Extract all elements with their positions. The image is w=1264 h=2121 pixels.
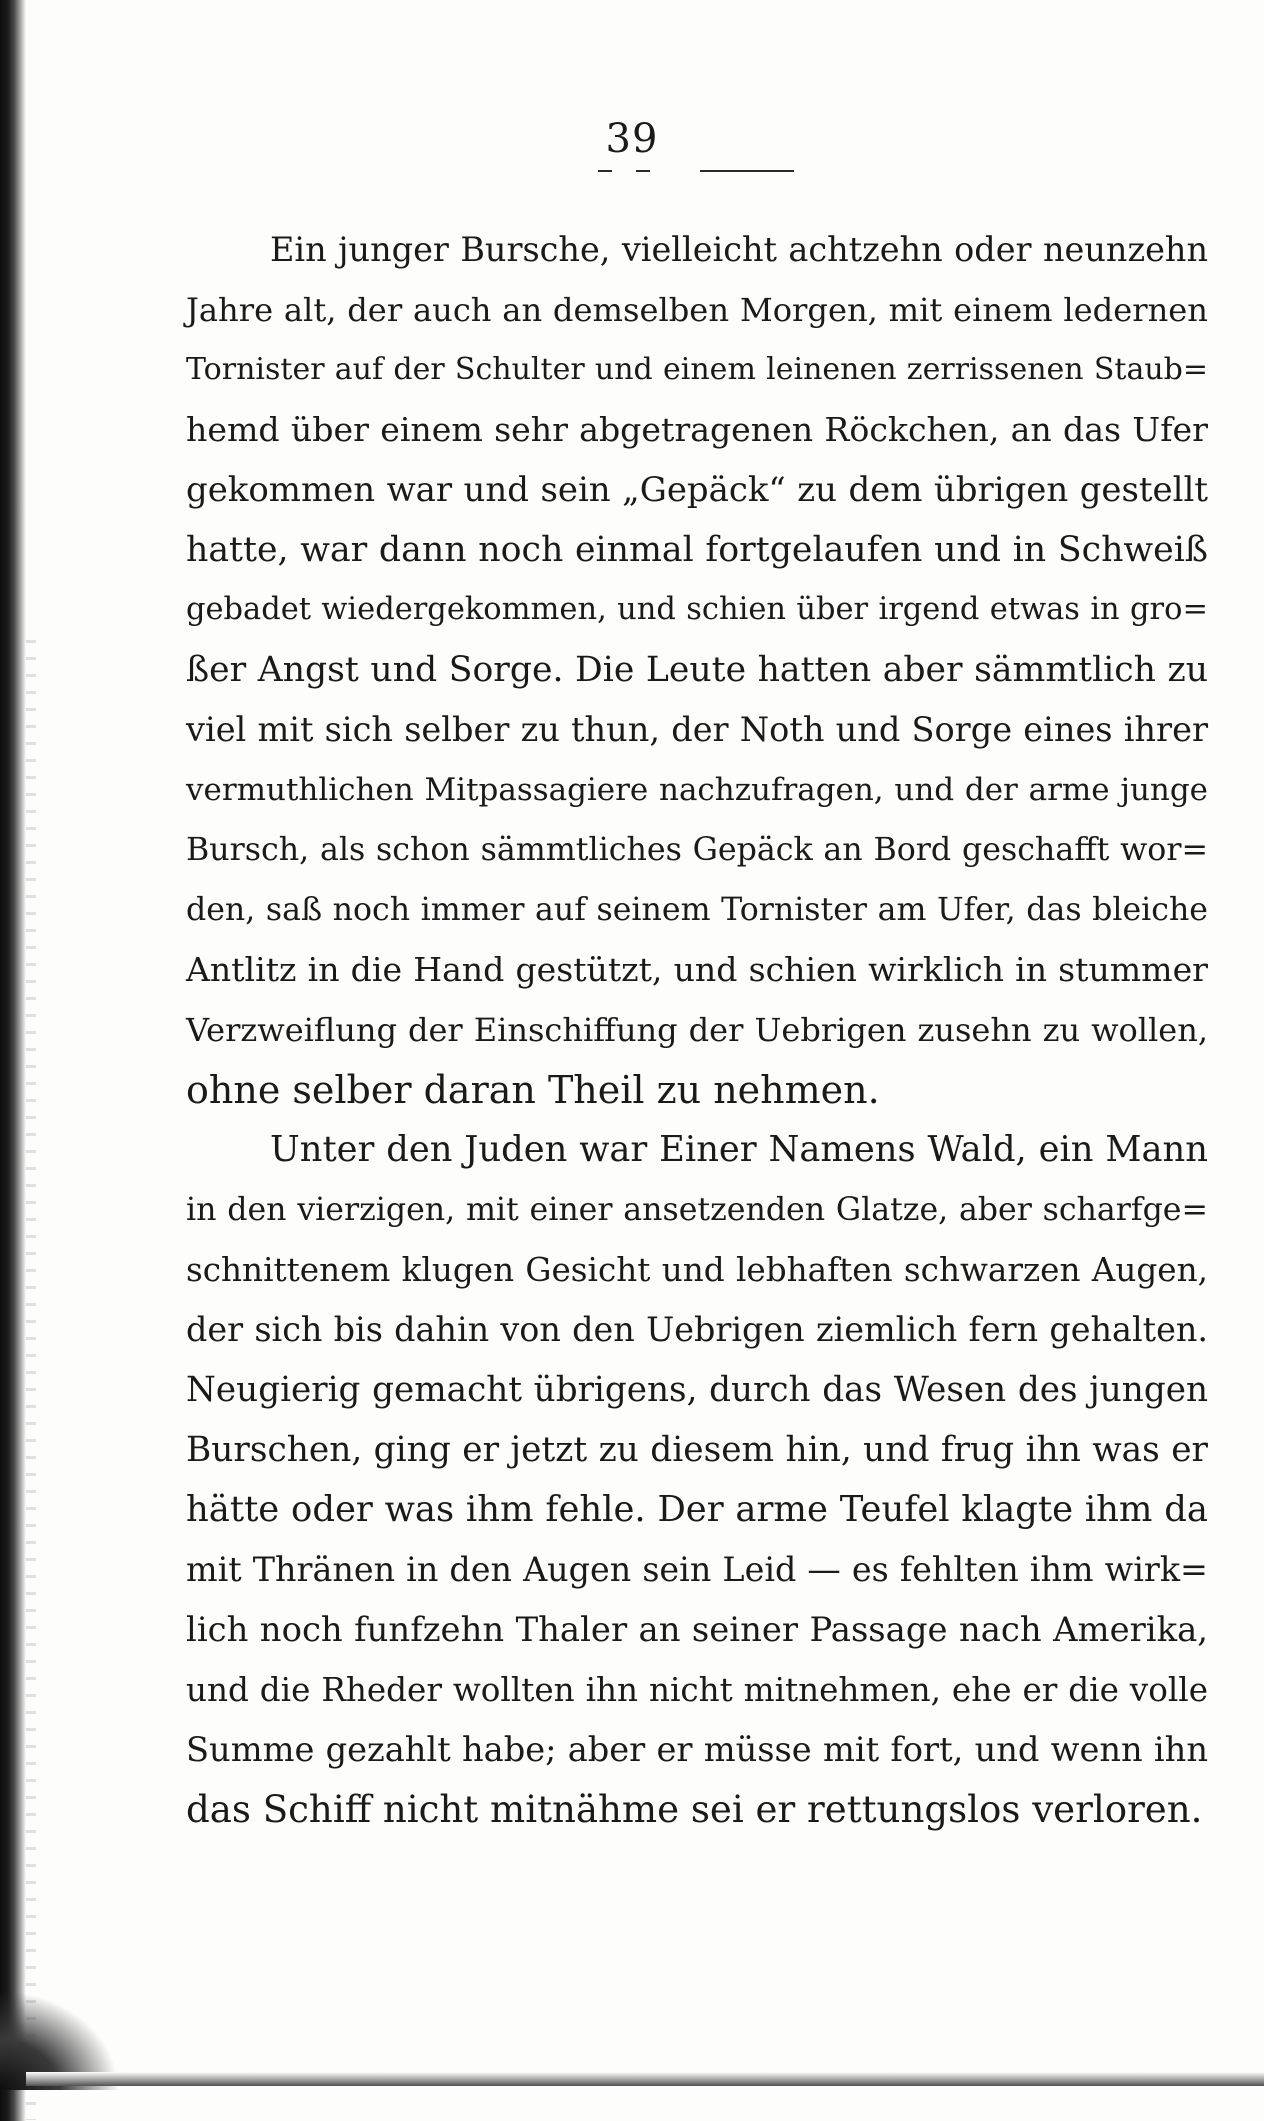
header-rule-dash — [636, 170, 650, 172]
text-line: Neugierig gemacht übrigens, durch das Wesen des jungen — [186, 1370, 1208, 1410]
header-rule — [700, 170, 794, 172]
text-line: und die Rheder wollten ihn nicht mitnehmen, ehe er die volle — [186, 1671, 1208, 1709]
text-line: Bursch, als schon sämmtliches Gepäck an Bord geschafft wor= — [186, 832, 1208, 868]
text-line: viel mit sich selber zu thun, der Noth und Sorge eines ihrer — [186, 710, 1208, 749]
text-line: ßer Angst und Sorge. Die Leute hatten aber sämmtlich zu — [186, 650, 1208, 690]
text-line: hemd über einem sehr abgetragenen Röckchen, an das Ufer — [186, 410, 1208, 449]
text-line: Antlitz in die Hand gestützt, und schien wirklich in stummer — [186, 950, 1208, 989]
body-text — [186, 220, 1208, 1840]
text-line: hatte, war dann noch einmal fortgelaufen und in Schweiß — [186, 530, 1208, 570]
text-line: ohne selber daran Theil zu nehmen. — [186, 1068, 880, 1112]
paragraph-2 — [186, 1120, 1208, 1840]
binding-edge — [0, 0, 26, 2121]
text-line: in den vierzigen, mit einer ansetzenden Glatze, aber scharfge= — [186, 1192, 1208, 1228]
text-line: Verzweiflung der Einschiffung der Uebrigen zusehn zu wollen, — [186, 1011, 1208, 1049]
text-line: Unter den Juden war Einer Namens Wald, ein Mann — [270, 1129, 1208, 1170]
text-line: gekommen war und sein „Gepäck“ zu dem übrigen gestellt — [186, 470, 1208, 510]
text-line: vermuthlichen Mitpassagiere nachzufragen, und der arme junge — [186, 772, 1208, 808]
binding-shadow-texture — [26, 640, 36, 2120]
text-line: Tornister auf der Schulter und einem leinenen zerrissenen Staub= — [186, 352, 1208, 387]
page-bottom-edge — [26, 2072, 1264, 2086]
paragraph-1 — [186, 220, 1208, 1120]
text-line: hätte oder was ihm fehle. Der arme Teufel klagte ihm da — [186, 1489, 1208, 1530]
text-line: Summe gezahlt habe; aber er müsse mit fort, und wenn ihn — [186, 1730, 1208, 1769]
text-line: das Schiff nicht mitnähme sei er rettungslos verloren. — [186, 1788, 1203, 1831]
text-line: der sich bis dahin von den Uebrigen ziemlich fern gehalten. — [186, 1310, 1208, 1349]
text-line: gebadet wiedergekommen, und schien über irgend etwas in gro= — [186, 592, 1208, 627]
text-line: mit Thränen in den Augen sein Leid — es fehlten ihm wirk= — [186, 1550, 1208, 1589]
text-line: den, saß noch immer auf seinem Tornister am Ufer, das bleiche — [186, 892, 1208, 928]
page-number: 39 — [605, 116, 659, 162]
text-line: schnittenem klugen Gesicht und lebhaften schwarzen Augen, — [186, 1251, 1208, 1289]
text-line: Jahre alt, der auch an demselben Morgen, mit einem ledernen — [186, 291, 1208, 329]
header-rule-dash — [598, 170, 612, 172]
text-line: Ein junger Bursche, vielleicht achtzehn oder neunzehn — [270, 230, 1208, 269]
text-line: lich noch funfzehn Thaler an seiner Passage nach Amerika, — [186, 1610, 1208, 1649]
text-line: Burschen, ging er jetzt zu diesem hin, und frug ihn was er — [186, 1430, 1208, 1470]
